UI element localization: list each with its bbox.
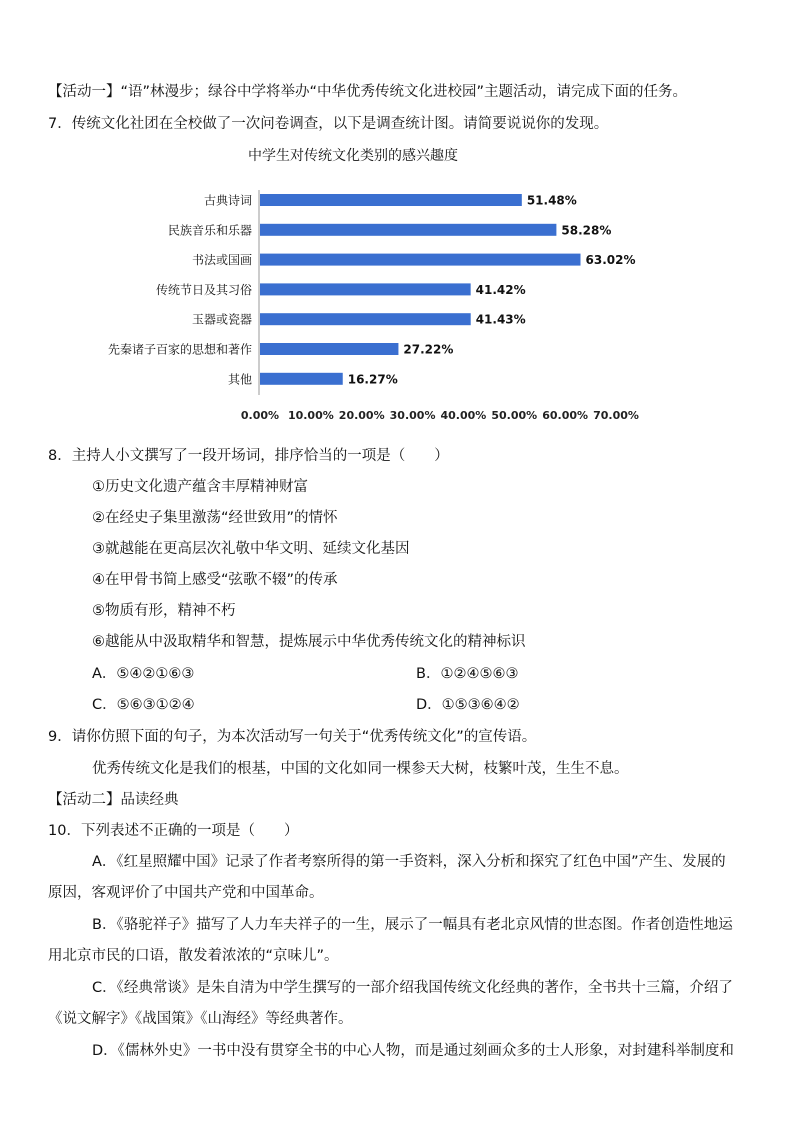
question-8: 8．主持人小文撰写了一段开场词，排序恰当的一项是（ ） (48, 448, 449, 464)
question-7: 7．传统文化社团在全校做了一次问卷调查，以下是调查统计图。请简要说说你的发现。 (48, 116, 609, 132)
interest-bar-chart (0, 0, 794, 440)
q10-option-b-line2: 用北京市民的口语，散发着浓浓的“京味儿”。 (48, 948, 339, 964)
q10-option-c-line1[interactable]: C．《经典常谈》是朱自清为中学生撰写的一部介绍我国传统文化经典的著作，全书共十三篇，介绍了 (92, 980, 733, 996)
activity2-title: 【活动二】品读经典 (48, 792, 179, 808)
value-label: 16.27% (347, 372, 398, 387)
bar (260, 343, 398, 355)
value-label: 41.42% (475, 282, 526, 297)
q8-item-5: ⑤物质有形，精神不朽 (92, 603, 236, 619)
x-tick-label: 40.00% (440, 409, 487, 422)
bar (260, 194, 522, 206)
value-label: 41.43% (475, 312, 526, 327)
x-tick-label: 0.00% (240, 409, 280, 422)
activity1-intro: 【活动一】“语”林漫步；绿谷中学将举办“中华优秀传统文化进校园”主题活动，请完成下面的任务。 (48, 84, 688, 100)
x-tick-label: 50.00% (491, 409, 538, 422)
x-tick-label: 30.00% (389, 409, 436, 422)
x-tick-label: 10.00% (287, 409, 334, 422)
chart-title: 中学生对传统文化类别的感兴趣度 (248, 148, 458, 164)
q8-option-a[interactable]: A．⑤④②①⑥③ (92, 666, 195, 682)
value-label: 63.02% (585, 253, 636, 268)
bar (260, 254, 581, 266)
q8-option-b[interactable]: B．①②④⑤⑥③ (416, 666, 519, 682)
x-tick-label: 60.00% (542, 409, 589, 422)
category-label: 玉器或瓷器 (191, 312, 252, 327)
question-9: 9．请你仿照下面的句子，为本次活动写一句关于“优秀传统文化”的宣传语。 (48, 729, 537, 745)
question-10: 10．下列表述不正确的一项是（ ） (48, 823, 299, 839)
value-label: 51.48% (526, 193, 577, 208)
q8-item-2: ②在经史子集里激荡“经世致用”的情怀 (92, 510, 338, 526)
category-label: 民族音乐和乐器 (167, 223, 252, 238)
bar (260, 224, 556, 236)
value-label: 58.28% (561, 223, 612, 238)
q8-item-4: ④在甲骨书简上感受“弦歌不辍”的传承 (92, 572, 338, 588)
category-label: 其他 (227, 372, 252, 387)
category-label: 书法或国画 (191, 253, 252, 268)
x-tick-label: 20.00% (338, 409, 385, 422)
q10-option-b-line1[interactable]: B．《骆驼祥子》描写了人力车夫祥子的一生，展示了一幅具有老北京风情的世态图。作者创造性地运 (92, 917, 733, 933)
q8-option-c[interactable]: C．⑤⑥③①②④ (92, 697, 195, 713)
category-label: 古典诗词 (203, 193, 252, 208)
q10-option-d-line1[interactable]: D．《儒林外史》一书中没有贯穿全书的中心人物，而是通过刻画众多的士人形象，对封建科举制度和 (92, 1043, 734, 1059)
category-label: 传统节日及其习俗 (155, 282, 252, 297)
q8-item-1: ①历史文化遗产蕴含丰厚精神财富 (92, 479, 308, 495)
bar (260, 313, 471, 325)
q8-item-6: ⑥越能从中汲取精华和智慧，提炼展示中华优秀传统文化的精神标识 (92, 634, 526, 650)
value-label: 27.22% (403, 342, 454, 357)
q8-option-d[interactable]: D．①⑤③⑥④② (416, 697, 520, 713)
q8-item-3: ③就越能在更高层次礼敬中华文明、延续文化基因 (92, 541, 410, 557)
q10-option-c-line2: 《说文解字》《战国策》《山海经》等经典著作。 (48, 1011, 353, 1027)
q9-example: 优秀传统文化是我们的根基，中国的文化如同一棵参天大树，枝繁叶茂，生生不息。 (92, 761, 629, 777)
q10-option-a-line2: 原因，客观评价了中国共产党和中国革命。 (48, 885, 324, 901)
bar (260, 283, 471, 295)
category-label: 先秦诸子百家的思想和著作 (107, 342, 252, 357)
q10-option-a-line1[interactable]: A．《红星照耀中国》记录了作者考察所得的第一手资料，深入分析和探究了红色中国”产生、发展的 (92, 854, 726, 870)
bar (260, 373, 343, 385)
x-tick-label: 70.00% (593, 409, 639, 422)
